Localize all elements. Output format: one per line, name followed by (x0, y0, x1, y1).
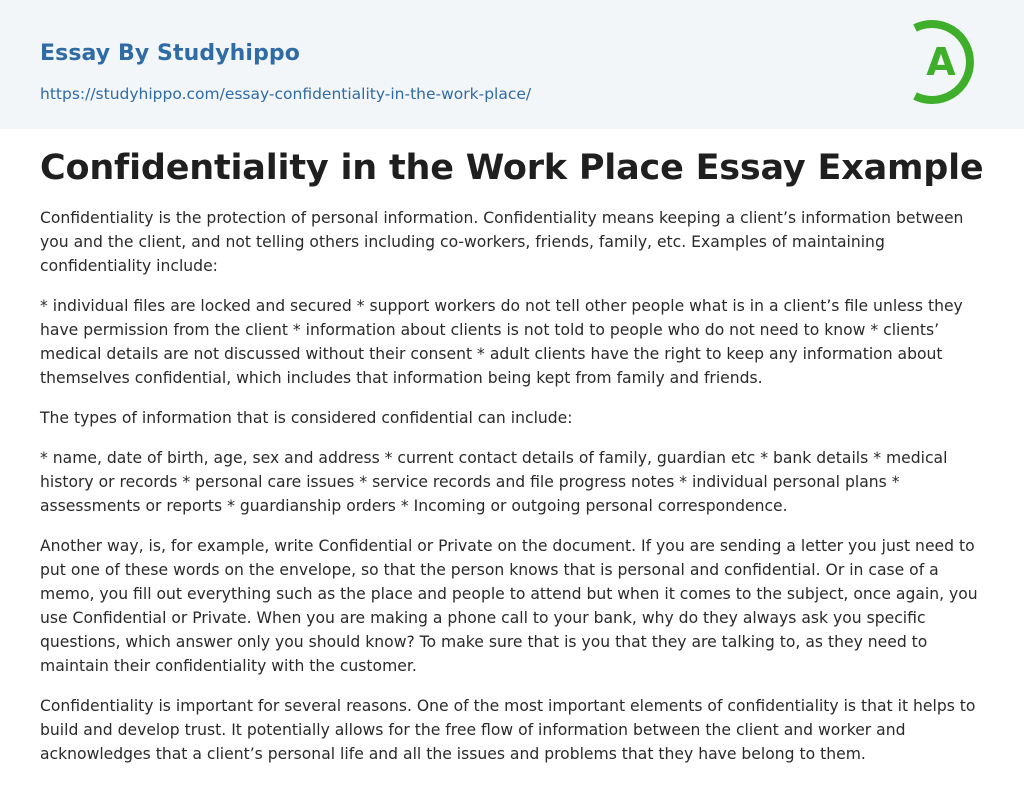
paragraph-types-list: * name, date of birth, age, sex and address * current contact details of family, guardian etc * bank details * medical history or records * personal care issues * service records and file progress notes * individual personal plans * assessments or reports * guardianship orders * Incoming or outgoing personal correspondence. (40, 449, 948, 515)
brand-title[interactable]: Essay By Studyhippo (40, 41, 300, 66)
logo-letter: A (926, 40, 956, 84)
paragraph-importance: Confidentiality is important for several reasons. One of the most important elements of confidentiality is that it helps to build and develop trust. It potentially allows for the free flow of information between the client and worker and acknowledges that a client’s personal life and all the issues and problems that they have belong to them. (40, 697, 976, 763)
paragraph-examples-list: * individual files are locked and secured * support workers do not tell other people what is in a client’s file unless they have permission from the client * information about clients is not told to people who do not need to know * clients’ medical details are not discussed without their consent * adult clients have the right to keep any information about themselves confidential, which includes that information being kept from family and friends. (40, 297, 963, 387)
paragraph-another-way: Another way, is, for example, write Confidential or Private on the document. If you are sending a letter you just need to put one of these words on the envelope, so that the person knows that is personal and confidential. Or in case of a memo, you fill out everything such as the place and people to attend but when it comes to the subject, once again, you use Confidential or Private. When you are making a phone call to your bank, why do they always ask you specific questions, which answer only you should know? To make sure that is you that they are talking to, as they need to maintain their confidentiality with the customer. (40, 537, 978, 675)
paragraph-types-heading: The types of information that is considered confidential can include: (40, 409, 573, 427)
article-title: Confidentiality in the Work Place Essay Example (40, 148, 984, 188)
paragraph-intro: Confidentiality is the protection of personal information. Confidentiality means keeping a client’s information between you and the client, and not telling others including co-workers, friends, family, etc. Examples of maintaining confidentiality include: (40, 209, 964, 275)
source-url-link[interactable]: https://studyhippo.com/essay-confidentiality-in-the-work-place/ (40, 85, 532, 103)
article (40, 140, 986, 782)
studyhippo-logo-icon[interactable] (907, 18, 987, 106)
site-header (0, 0, 1024, 129)
